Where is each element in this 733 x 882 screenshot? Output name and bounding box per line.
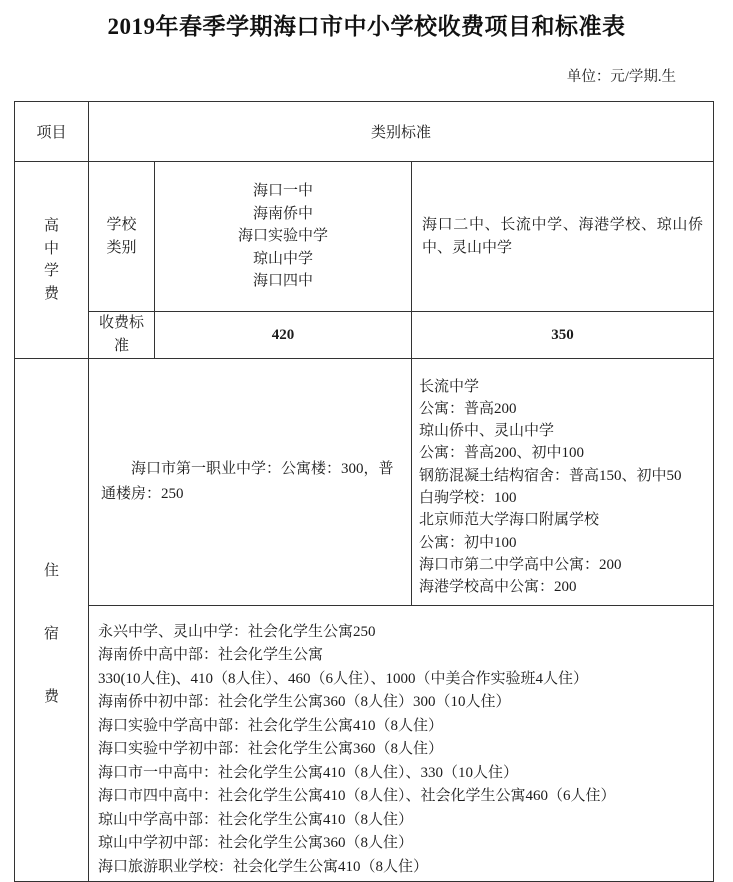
- fee-standard-label-cell: [89, 312, 155, 359]
- accommodation-section-label: 住宿费: [43, 562, 59, 705]
- accommodation-bottom-line: 海口实验中学高中部：社会化学生公寓410（8人住）: [98, 717, 444, 734]
- accommodation-right-line: 海口市第二中学高中公寓：200: [419, 556, 622, 573]
- accommodation-bottom-line: 琼山中学高中部：社会化学生公寓410（8人住）: [98, 811, 414, 828]
- accommodation-bottom-line: 海南侨中高中部：社会化学生公寓: [98, 647, 324, 664]
- fee-standard-label: 收费标准: [98, 315, 144, 354]
- accommodation-right-line: 白驹学校：100: [419, 490, 517, 506]
- accommodation-bottom-line: 永兴中学、灵山中学：社会化学生公寓250: [98, 623, 376, 640]
- accommodation-right-line: 琼山侨中、灵山中学: [419, 423, 555, 440]
- tuition-group1-schools: [155, 162, 412, 312]
- tuition-section-label-cell: [15, 162, 89, 359]
- accommodation-row-1: [15, 359, 714, 606]
- tuition-group1-school: 海口一中: [252, 183, 313, 200]
- accommodation-bottom-cell: [89, 606, 714, 882]
- tuition-group1-school: 海口实验中学: [237, 228, 328, 245]
- accommodation-left-cell: [89, 359, 412, 606]
- accommodation-right-cell: [412, 359, 714, 606]
- accommodation-right-line: 公寓：普高200: [419, 400, 517, 417]
- accommodation-bottom-line: 海口实验中学初中部：社会化学生公寓360（8人住）: [98, 741, 444, 758]
- tuition-group1-school: 琼山中学: [252, 250, 313, 267]
- accommodation-bottom-line: 海南侨中初中部：社会化学生公寓360（8人住）300（10人住）: [98, 694, 511, 711]
- school-category-label-cell: [89, 162, 155, 312]
- tuition-fees-row: [15, 312, 714, 359]
- accommodation-right-line: 长流中学: [419, 378, 480, 395]
- accommodation-left-text: 海口市第一职业中学：公寓楼：300，普通楼房：250: [101, 461, 394, 502]
- tuition-group2-schools: 海口二中、长流中学、海港学校、琼山侨中、灵山中学: [412, 162, 714, 312]
- accommodation-bottom-line: 海口市一中高中：社会化学生公寓410（8人住）、330（10人住）: [98, 764, 519, 781]
- tuition-group1-fee: 420: [155, 312, 412, 359]
- accommodation-row-2: [15, 606, 714, 882]
- accommodation-right-line: 公寓：初中100: [419, 534, 517, 551]
- tuition-section-label: 高中学费: [43, 218, 59, 302]
- school-category-label: 学校类别: [106, 216, 137, 256]
- document-title: 2019年春季学期海口市中小学校收费项目和标准表: [107, 14, 626, 39]
- tuition-group1-school: 海口四中: [252, 273, 313, 290]
- accommodation-right-line: 钢筋混凝土结构宿舍：普高150、初中50: [419, 467, 682, 484]
- accommodation-bottom-line: 琼山中学初中部：社会化学生公寓360（8人住）: [98, 835, 414, 852]
- accommodation-section-label-cell: [15, 359, 89, 882]
- accommodation-bottom-line: 330(10人住)、410（8人住）、460（6人住）、1000（中美合作实验班4人住）: [98, 670, 588, 687]
- tuition-schools-row: [15, 162, 714, 312]
- accommodation-right-line: 北京师范大学海口附属学校: [419, 512, 600, 529]
- accommodation-bottom-line: 海口市四中高中：社会化学生公寓410（8人住）、社会化学生公寓460（6人住）: [98, 788, 616, 805]
- accommodation-bottom-line: 海口旅游职业学校：社会化学生公寓410（8人住）: [98, 858, 429, 875]
- tuition-group1-school: 海南侨中: [252, 205, 313, 222]
- tuition-group2-fee: 350: [412, 312, 714, 359]
- fee-table: [14, 101, 714, 882]
- accommodation-right-line: 公寓：普高200、初中100: [419, 445, 585, 462]
- accommodation-right-line: 海港学校高中公寓：200: [419, 579, 577, 596]
- unit-label: 单位：元/学期.生: [566, 69, 676, 85]
- header-category-cell: 类别标准: [89, 102, 714, 162]
- header-item-cell: 项目: [15, 102, 89, 162]
- header-row: [15, 102, 714, 162]
